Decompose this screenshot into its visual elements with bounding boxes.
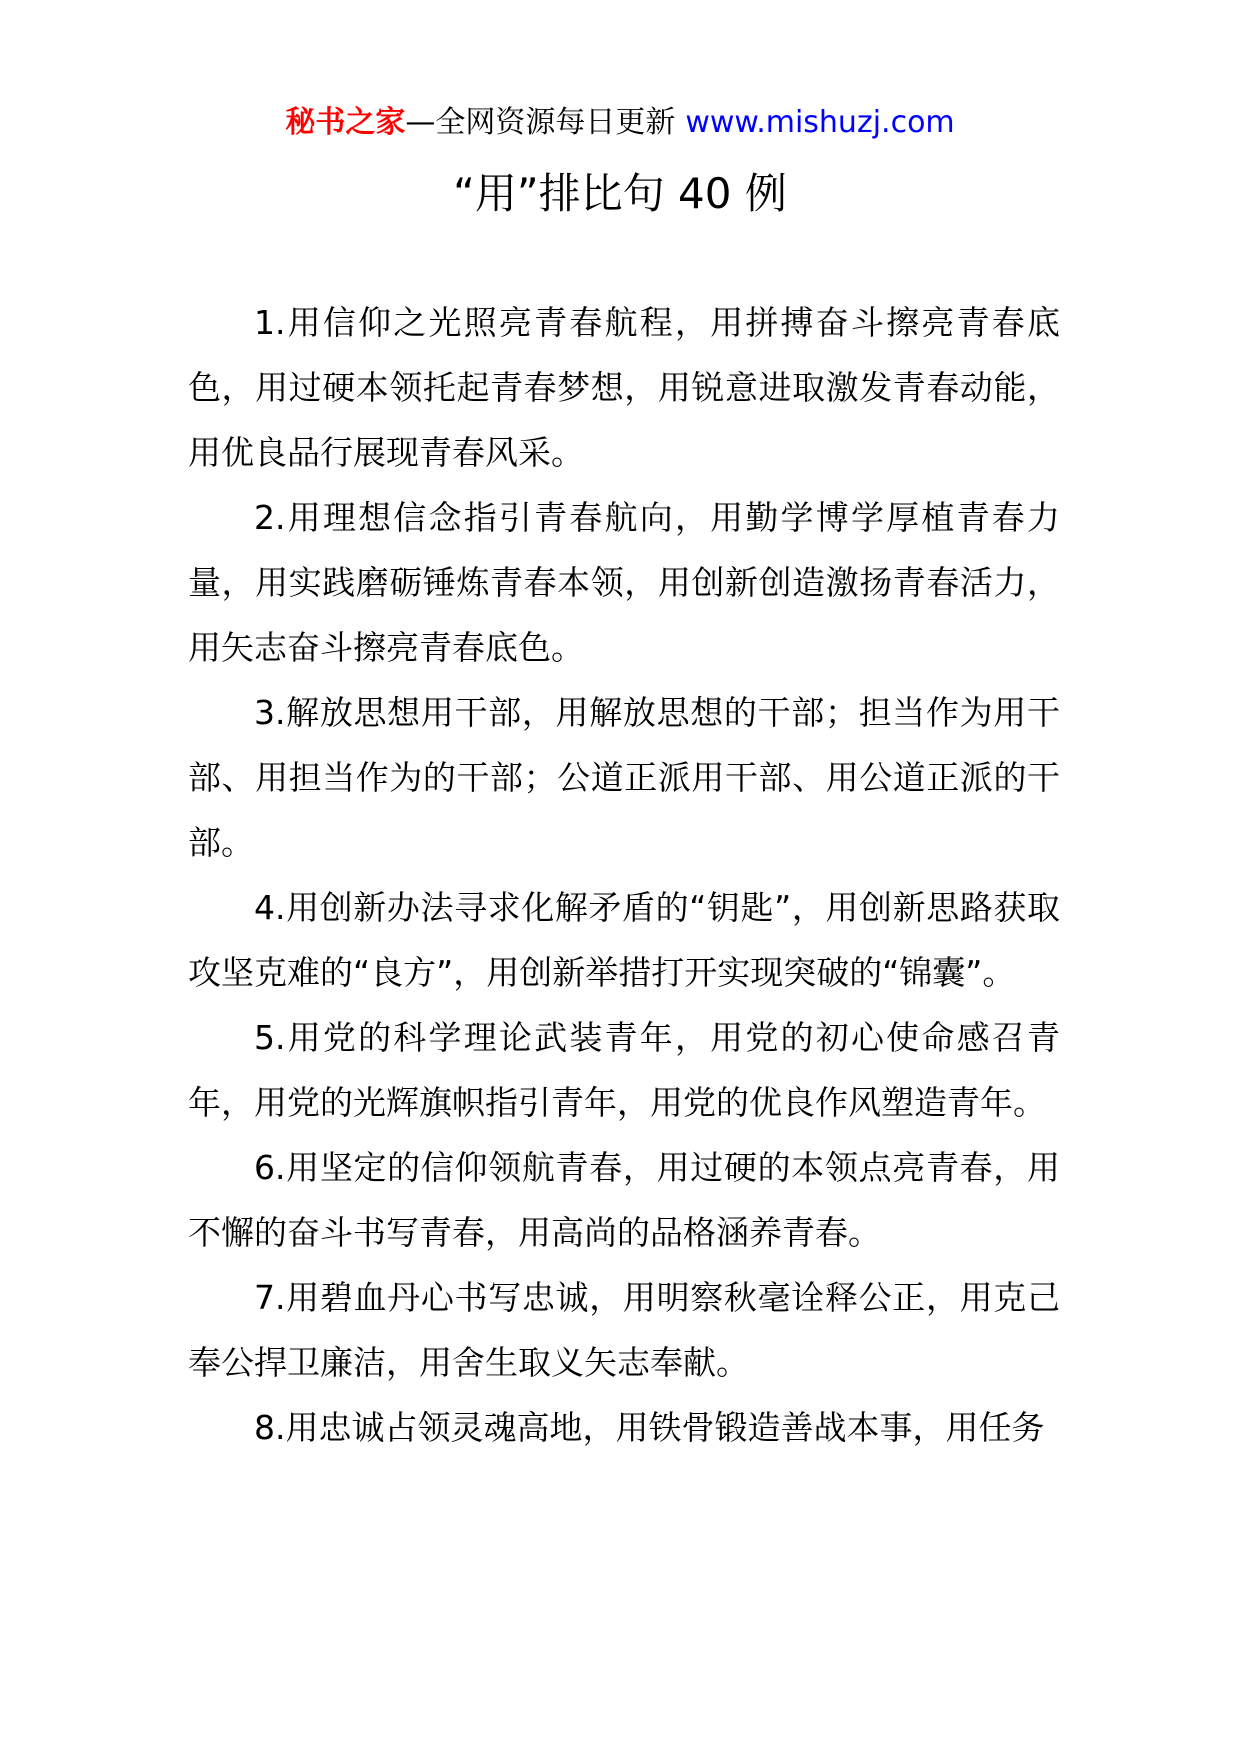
document-body (188, 290, 1060, 1460)
site-header (0, 100, 1240, 146)
paragraph-3: 3.解放思想用干部，用解放思想的干部；担当作为用干部、用担当作为的干部；公道正派用干部、用公道正派的干部。 (188, 693, 1060, 862)
paragraph-5: 5.用党的科学理论武装青年，用党的初心使命感召青年，用党的光辉旗帜指引青年，用党的优良作风塑造青年。 (188, 1018, 1060, 1122)
paragraph-7: 7.用碧血丹心书写忠诚，用明察秋毫诠释公正，用克己奉公捍卫廉洁，用舍生取义矢志奉献。 (188, 1278, 1060, 1382)
paragraph-6: 6.用坚定的信仰领航青春，用过硬的本领点亮青春，用不懈的奋斗书写青春，用高尚的品格涵养青春。 (188, 1148, 1060, 1252)
site-tagline: —全网资源每日更新 (405, 105, 676, 140)
paragraph-1: 1.用信仰之光照亮青春航程，用拼搏奋斗擦亮青春底色，用过硬本领托起青春梦想，用锐意进取激发青春动能，用优良品行展现青春风采。 (188, 303, 1060, 472)
site-url-link[interactable]: www.mishuzj.com (685, 105, 955, 140)
paragraph-2: 2.用理想信念指引青春航向，用勤学博学厚植青春力量，用实践磨砺锤炼青春本领，用创新创造激扬青春活力，用矢志奋斗擦亮青春底色。 (188, 498, 1060, 667)
paragraph-8: 8.用忠诚占领灵魂高地，用铁骨锻造善战本事，用任务 (254, 1408, 1045, 1447)
paragraph-4: 4.用创新办法寻求化解矛盾的“钥匙”，用创新思路获取攻坚克难的“良方”，用创新举措打开实现突破的“锦囊”。 (188, 888, 1060, 992)
site-brand: 秘书之家 (285, 105, 406, 140)
document-title: “用”排比句 40 例 (453, 169, 787, 218)
